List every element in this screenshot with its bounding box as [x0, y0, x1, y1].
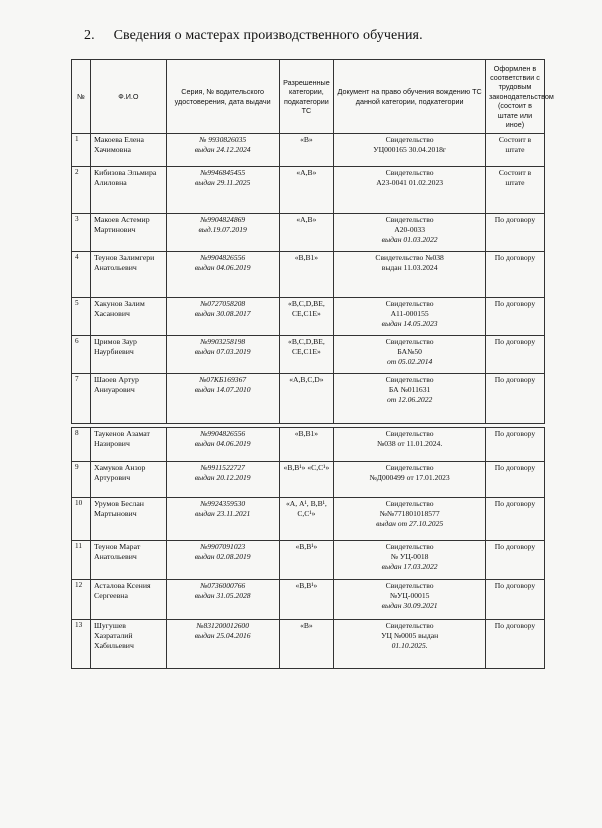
document-line-1: Свидетельство №038: [375, 253, 444, 262]
cell-fio: Урумов Беслан Мартынович: [90, 498, 166, 541]
cell-employment: По договору: [485, 214, 544, 252]
cell-license: [166, 620, 279, 669]
table-row: [72, 252, 545, 298]
header-employment: Оформлен в соответствии с трудовым законодательством (состоит в штате или иное): [485, 60, 544, 134]
document-line-1: Свидетельство: [385, 135, 434, 144]
cell-license: [166, 541, 279, 580]
license-number: №9904826556: [200, 429, 246, 438]
cell-categories: «В,В¹»: [279, 580, 334, 620]
cell-employment: По договору: [485, 298, 544, 336]
cell-fio: Хамуков Анзор Артурович: [90, 462, 166, 498]
cell-num: 13: [72, 620, 91, 669]
header-fio: Ф.И.О: [90, 60, 166, 134]
section-heading: [84, 28, 423, 44]
cell-license: [166, 134, 279, 167]
cell-categories: «В,В1»: [279, 252, 334, 298]
cell-categories: «В»: [279, 134, 334, 167]
table-row: [72, 620, 545, 669]
cell-document: [334, 298, 486, 336]
cell-fio: Кибизова Эльмира Алиловна: [90, 167, 166, 214]
document-line-1: Свидетельство: [385, 337, 434, 346]
cell-document: [334, 134, 486, 167]
table-row: [72, 428, 545, 462]
cell-fio: Таукенов Азамат Назирович: [90, 428, 166, 462]
table-header-row: [72, 60, 545, 134]
cell-license: [166, 428, 279, 462]
license-date: выдан 14.07.2010: [194, 384, 251, 394]
document-line-1: Свидетельство: [385, 581, 434, 590]
cell-document: [334, 541, 486, 580]
header-license: Серия, № водительского удостоверения, дата выдачи: [166, 60, 279, 134]
cell-employment: По договору: [485, 580, 544, 620]
cell-num: 9: [72, 462, 91, 498]
cell-document: [334, 580, 486, 620]
license-number: №9946845455: [200, 168, 246, 177]
cell-fio: Макоева Елена Хачимовна: [90, 134, 166, 167]
document-line-1: Свидетельство: [385, 542, 434, 551]
license-number: №9903258198: [200, 337, 246, 346]
cell-num: 12: [72, 580, 91, 620]
document-line-2: № УЦ-0018: [390, 551, 429, 561]
cell-license: [166, 252, 279, 298]
cell-license: [166, 214, 279, 252]
cell-num: 10: [72, 498, 91, 541]
cell-fio: Шугушев Хазраталий Хабильевич: [90, 620, 166, 669]
license-number: №9911522727: [200, 463, 245, 472]
document-line-3: от 12.06.2022: [386, 394, 433, 404]
document-line-1: Свидетельство: [385, 429, 434, 438]
document-line-2: БА№50: [397, 346, 422, 356]
license-number: №0727058208: [200, 299, 246, 308]
cell-document: [334, 428, 486, 462]
license-date: выдан 31.05.2028: [194, 590, 251, 600]
cell-categories: «А,В»: [279, 214, 334, 252]
cell-num: 11: [72, 541, 91, 580]
cell-employment: По договору: [485, 374, 544, 424]
document-line-2: выдан 11.03.2024: [381, 262, 438, 272]
license-date: выдан 29.11.2025: [194, 177, 251, 187]
cell-document: [334, 498, 486, 541]
cell-employment: По договору: [485, 252, 544, 298]
cell-fio: Теунов Марат Анатольевич: [90, 541, 166, 580]
cell-categories: «В,В1»: [279, 428, 334, 462]
license-number: №9904826556: [200, 253, 246, 262]
cell-categories: «В»: [279, 620, 334, 669]
document-line-1: Свидетельство: [385, 621, 434, 630]
license-number: №9924359530: [200, 499, 246, 508]
document-line-3: выдан от 27.10.2025: [376, 518, 444, 528]
license-date: выдан 02.08.2019: [194, 551, 251, 561]
license-number: №831200012600: [196, 621, 250, 630]
cell-license: [166, 336, 279, 374]
section-number: 2.: [84, 28, 95, 43]
cell-license: [166, 298, 279, 336]
document-line-1: Свидетельство: [385, 299, 434, 308]
cell-num: 3: [72, 214, 91, 252]
cell-employment: По договору: [485, 428, 544, 462]
table-row: [72, 134, 545, 167]
cell-fio: Асталова Ксения Сергеевна: [90, 580, 166, 620]
cell-employment: По договору: [485, 498, 544, 541]
document-line-3: выдан 30.09.2021: [381, 600, 438, 610]
cell-employment: По договору: [485, 620, 544, 669]
cell-document: [334, 252, 486, 298]
cell-employment: Состоит в штате: [485, 134, 544, 167]
document-line-1: Свидетельство: [385, 375, 434, 384]
table-row: [72, 498, 545, 541]
cell-license: [166, 167, 279, 214]
document-line-2: БА №011631: [388, 384, 431, 394]
document-line-1: Свидетельство: [385, 499, 434, 508]
document-line-2: А11-000155: [390, 308, 429, 318]
cell-document: [334, 214, 486, 252]
cell-license: [166, 374, 279, 424]
cell-num: 1: [72, 134, 91, 167]
cell-license: [166, 462, 279, 498]
section-title: Сведения о мастерах производственного обучения.: [113, 28, 423, 43]
cell-document: [334, 336, 486, 374]
table-row: [72, 298, 545, 336]
cell-num: 2: [72, 167, 91, 214]
document-line-3: выдан 14.05.2023: [381, 318, 438, 328]
cell-categories: «В,С,D,ВЕ, СЕ,С1Е»: [279, 298, 334, 336]
cell-fio: Хакунов Залим Хасанович: [90, 298, 166, 336]
document-line-1: Свидетельство: [385, 215, 434, 224]
cell-document: [334, 374, 486, 424]
table-row: [72, 336, 545, 374]
license-number: №07КБ169367: [199, 375, 247, 384]
license-date: выдан 30.08.2017: [194, 308, 251, 318]
document-line-2: УЦ №0005 выдан: [381, 630, 439, 640]
cell-num: 7: [72, 374, 91, 424]
document-line-2: А23-0041 01.02.2023: [376, 177, 444, 187]
cell-num: 4: [72, 252, 91, 298]
license-date: выдан 23.11.2021: [194, 508, 251, 518]
cell-fio: Шаоев Артур Аниуарович: [90, 374, 166, 424]
license-date: выдан 24.12.2024: [194, 144, 251, 154]
cell-employment: По договору: [485, 541, 544, 580]
document-line-3: от 05.02.2014: [386, 356, 433, 366]
cell-num: 6: [72, 336, 91, 374]
cell-num: 5: [72, 298, 91, 336]
cell-categories: «А, А¹, В,В¹, С,С¹»: [279, 498, 334, 541]
cell-license: [166, 580, 279, 620]
cell-employment: По договору: [485, 336, 544, 374]
table-row: [72, 580, 545, 620]
table-row: [72, 214, 545, 252]
header-num: №: [72, 60, 91, 134]
document-line-1: Свидетельство: [385, 168, 434, 177]
header-categories: Разрешенные категории, подкатегории ТС: [279, 60, 334, 134]
cell-categories: «А,В»: [279, 167, 334, 214]
table-row: [72, 541, 545, 580]
document-line-3: выдан 01.03.2022: [381, 234, 438, 244]
document-line-2: №Д000499 от 17.01.2023: [369, 472, 450, 482]
cell-categories: «В,С,D,ВЕ, СЕ,С1Е»: [279, 336, 334, 374]
cell-document: [334, 167, 486, 214]
document-line-3: выдан 17.03.2022: [381, 561, 438, 571]
cell-employment: Состоит в штате: [485, 167, 544, 214]
license-number: №9904824869: [200, 215, 246, 224]
license-date: выдан 04.06.2019: [194, 262, 251, 272]
document-line-2: А20-0033: [394, 224, 426, 234]
license-number: №9907091023: [200, 542, 246, 551]
document-line-1: Свидетельство: [385, 463, 434, 472]
instructors-table: [71, 59, 554, 669]
document-line-2: №№771801018577: [379, 508, 440, 518]
document-line-2: №УЦ-00015: [389, 590, 430, 600]
license-number: № 9930826035: [199, 135, 247, 144]
cell-categories: «В,В¹» «С,С¹»: [279, 462, 334, 498]
cell-fio: Теунов Залимгери Анатольевич: [90, 252, 166, 298]
cell-categories: «А,В,С,D»: [279, 374, 334, 424]
license-date: выдан 04.06.2019: [194, 438, 251, 448]
license-date: выдан 25.04.2016: [194, 630, 251, 640]
license-number: №0736000766: [200, 581, 246, 590]
cell-fio: Цримов Заур Наурбиевич: [90, 336, 166, 374]
cell-categories: «В,В¹»: [279, 541, 334, 580]
table-row: [72, 374, 545, 424]
table-row: [72, 462, 545, 498]
cell-license: [166, 498, 279, 541]
license-date: выд.19.07.2019: [198, 224, 247, 234]
cell-fio: Макоев Астемир Мартинович: [90, 214, 166, 252]
license-date: выдан 07.03.2019: [194, 346, 251, 356]
cell-employment: По договору: [485, 462, 544, 498]
header-document: Документ на право обучения вождению ТС данной категории, подкатегории: [334, 60, 486, 134]
document-line-2: №038 от 11.01.2024.: [377, 438, 443, 448]
table-row: [72, 167, 545, 214]
license-date: выдан 20.12.2019: [194, 472, 251, 482]
cell-num: 8: [72, 428, 91, 462]
document-line-3: 01.10.2025.: [391, 640, 428, 650]
cell-document: [334, 620, 486, 669]
document-line-2: УЦ000165 30.04.2018г: [373, 144, 447, 154]
cell-document: [334, 462, 486, 498]
